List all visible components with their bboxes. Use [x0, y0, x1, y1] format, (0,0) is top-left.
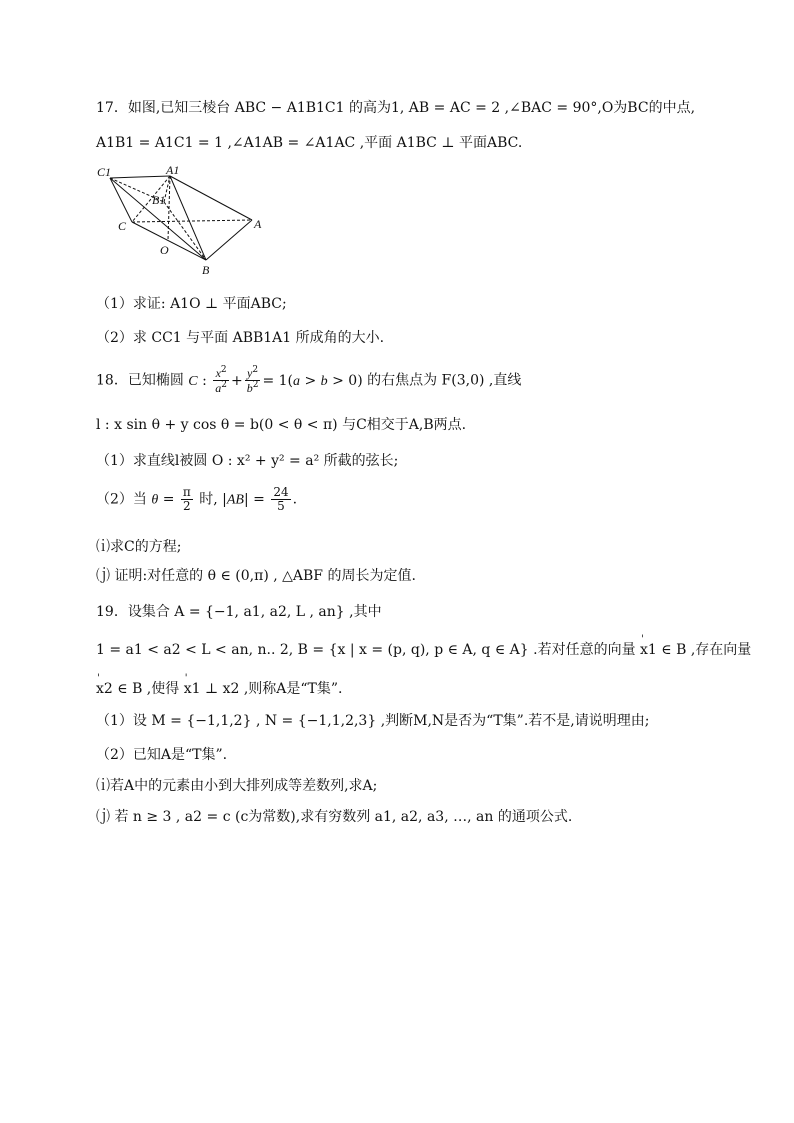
q19-sub2: （2）已知A是“T集”.	[96, 747, 228, 763]
q19-line2	[96, 643, 751, 657]
q18-line1-pre: 18．已知椭圆	[96, 372, 184, 389]
q19-line2-a: 1 = a1 < a2 < L < an, n.. 2, B = {x | x = (p, q), p ∈ A, q ∈ A} .若对任意的向量	[96, 642, 636, 658]
vector-x1: ' x1 ∈ B ,存在向量	[640, 643, 751, 657]
vector-x1-perp-x2: ' x1 ⊥ x2 ,则称A是“T集”.	[184, 682, 343, 696]
q17-sub2: （2）求 CC1 与平面 ABB1A1 所成角的大小.	[96, 330, 385, 346]
q18-line2: l : x sin θ + y cos θ = b(0 < θ < π) 与C相交于A,B两点.	[96, 417, 467, 433]
q18-i: ⒤求C的方程;	[96, 539, 182, 555]
q17-line1: 17．如图,已知三棱台 ABC − A1B1C1 的高为1, AB = AC = 2 ,∠BAC = 90°,O为BC的中点,	[96, 100, 696, 116]
label-A: A	[254, 217, 262, 231]
label-O: O	[160, 243, 169, 257]
vector-x2: ' x2 ∈ B ,使得	[96, 682, 179, 696]
fraction-24-over-5: $\frac{24}{5}$	[273, 485, 289, 514]
q19-line1: 19．设集合 A = {−1, a1, a2, L , an} ,其中	[96, 604, 382, 620]
q18-line1-post: 的右焦点为 F(3,0) ,直线	[367, 372, 522, 389]
label-B: B	[202, 263, 210, 277]
label-C1: C1	[97, 165, 112, 179]
frustum-figure	[96, 162, 276, 282]
label-A1: A1	[166, 163, 180, 177]
q18-sub2-mid: 时,	[199, 491, 218, 508]
q19-line3	[96, 682, 343, 696]
q18-sub1: （1）求直线l被圆 O : x² + y² = a² 所截的弦长;	[96, 453, 399, 469]
q19-sub1: （1）设 M = {−1,1,2} , N = {−1,1,2,3} ,判断M,N是否为“T集”.若不是,请说明理由;	[96, 713, 650, 729]
q18-line1	[96, 366, 521, 395]
q18-ii: ⒥ 证明:对任意的 θ ∈ (0,π) , △ABF 的周长为定值.	[96, 568, 416, 584]
q19-i: ⒤若A中的元素由小到大排列成等差数列,求A;	[96, 778, 378, 794]
q18-sub2: （2）当 θ = $\frac{\pi}{2}$ 时, |AB| = $\frac{24}{5}$ .	[96, 485, 298, 514]
q19-ii: ⒥ 若 n ≥ 3 , a2 = c (c为常数),求有穷数列 a1, a2, a3, …, an 的通项公式.	[96, 809, 573, 825]
ellipse-equation: C : $\frac{x^2}{a^2}$ + $\frac{y^2}{b^2}$ = 1(a > b > 0)	[188, 365, 368, 396]
q17-line2: A1B1 = A1C1 = 1 ,∠A1AB = ∠A1AC ,平面 A1BC ⊥ 平面ABC.	[96, 135, 523, 151]
label-B1: B1	[152, 193, 166, 207]
label-C: C	[118, 219, 127, 233]
fraction-pi-over-2: $\frac{\pi}{2}$	[182, 485, 191, 514]
q17-sub1: （1）求证: A1O ⊥ 平面ABC;	[96, 296, 287, 312]
q18-sub2-pre: （2）当	[96, 491, 147, 508]
